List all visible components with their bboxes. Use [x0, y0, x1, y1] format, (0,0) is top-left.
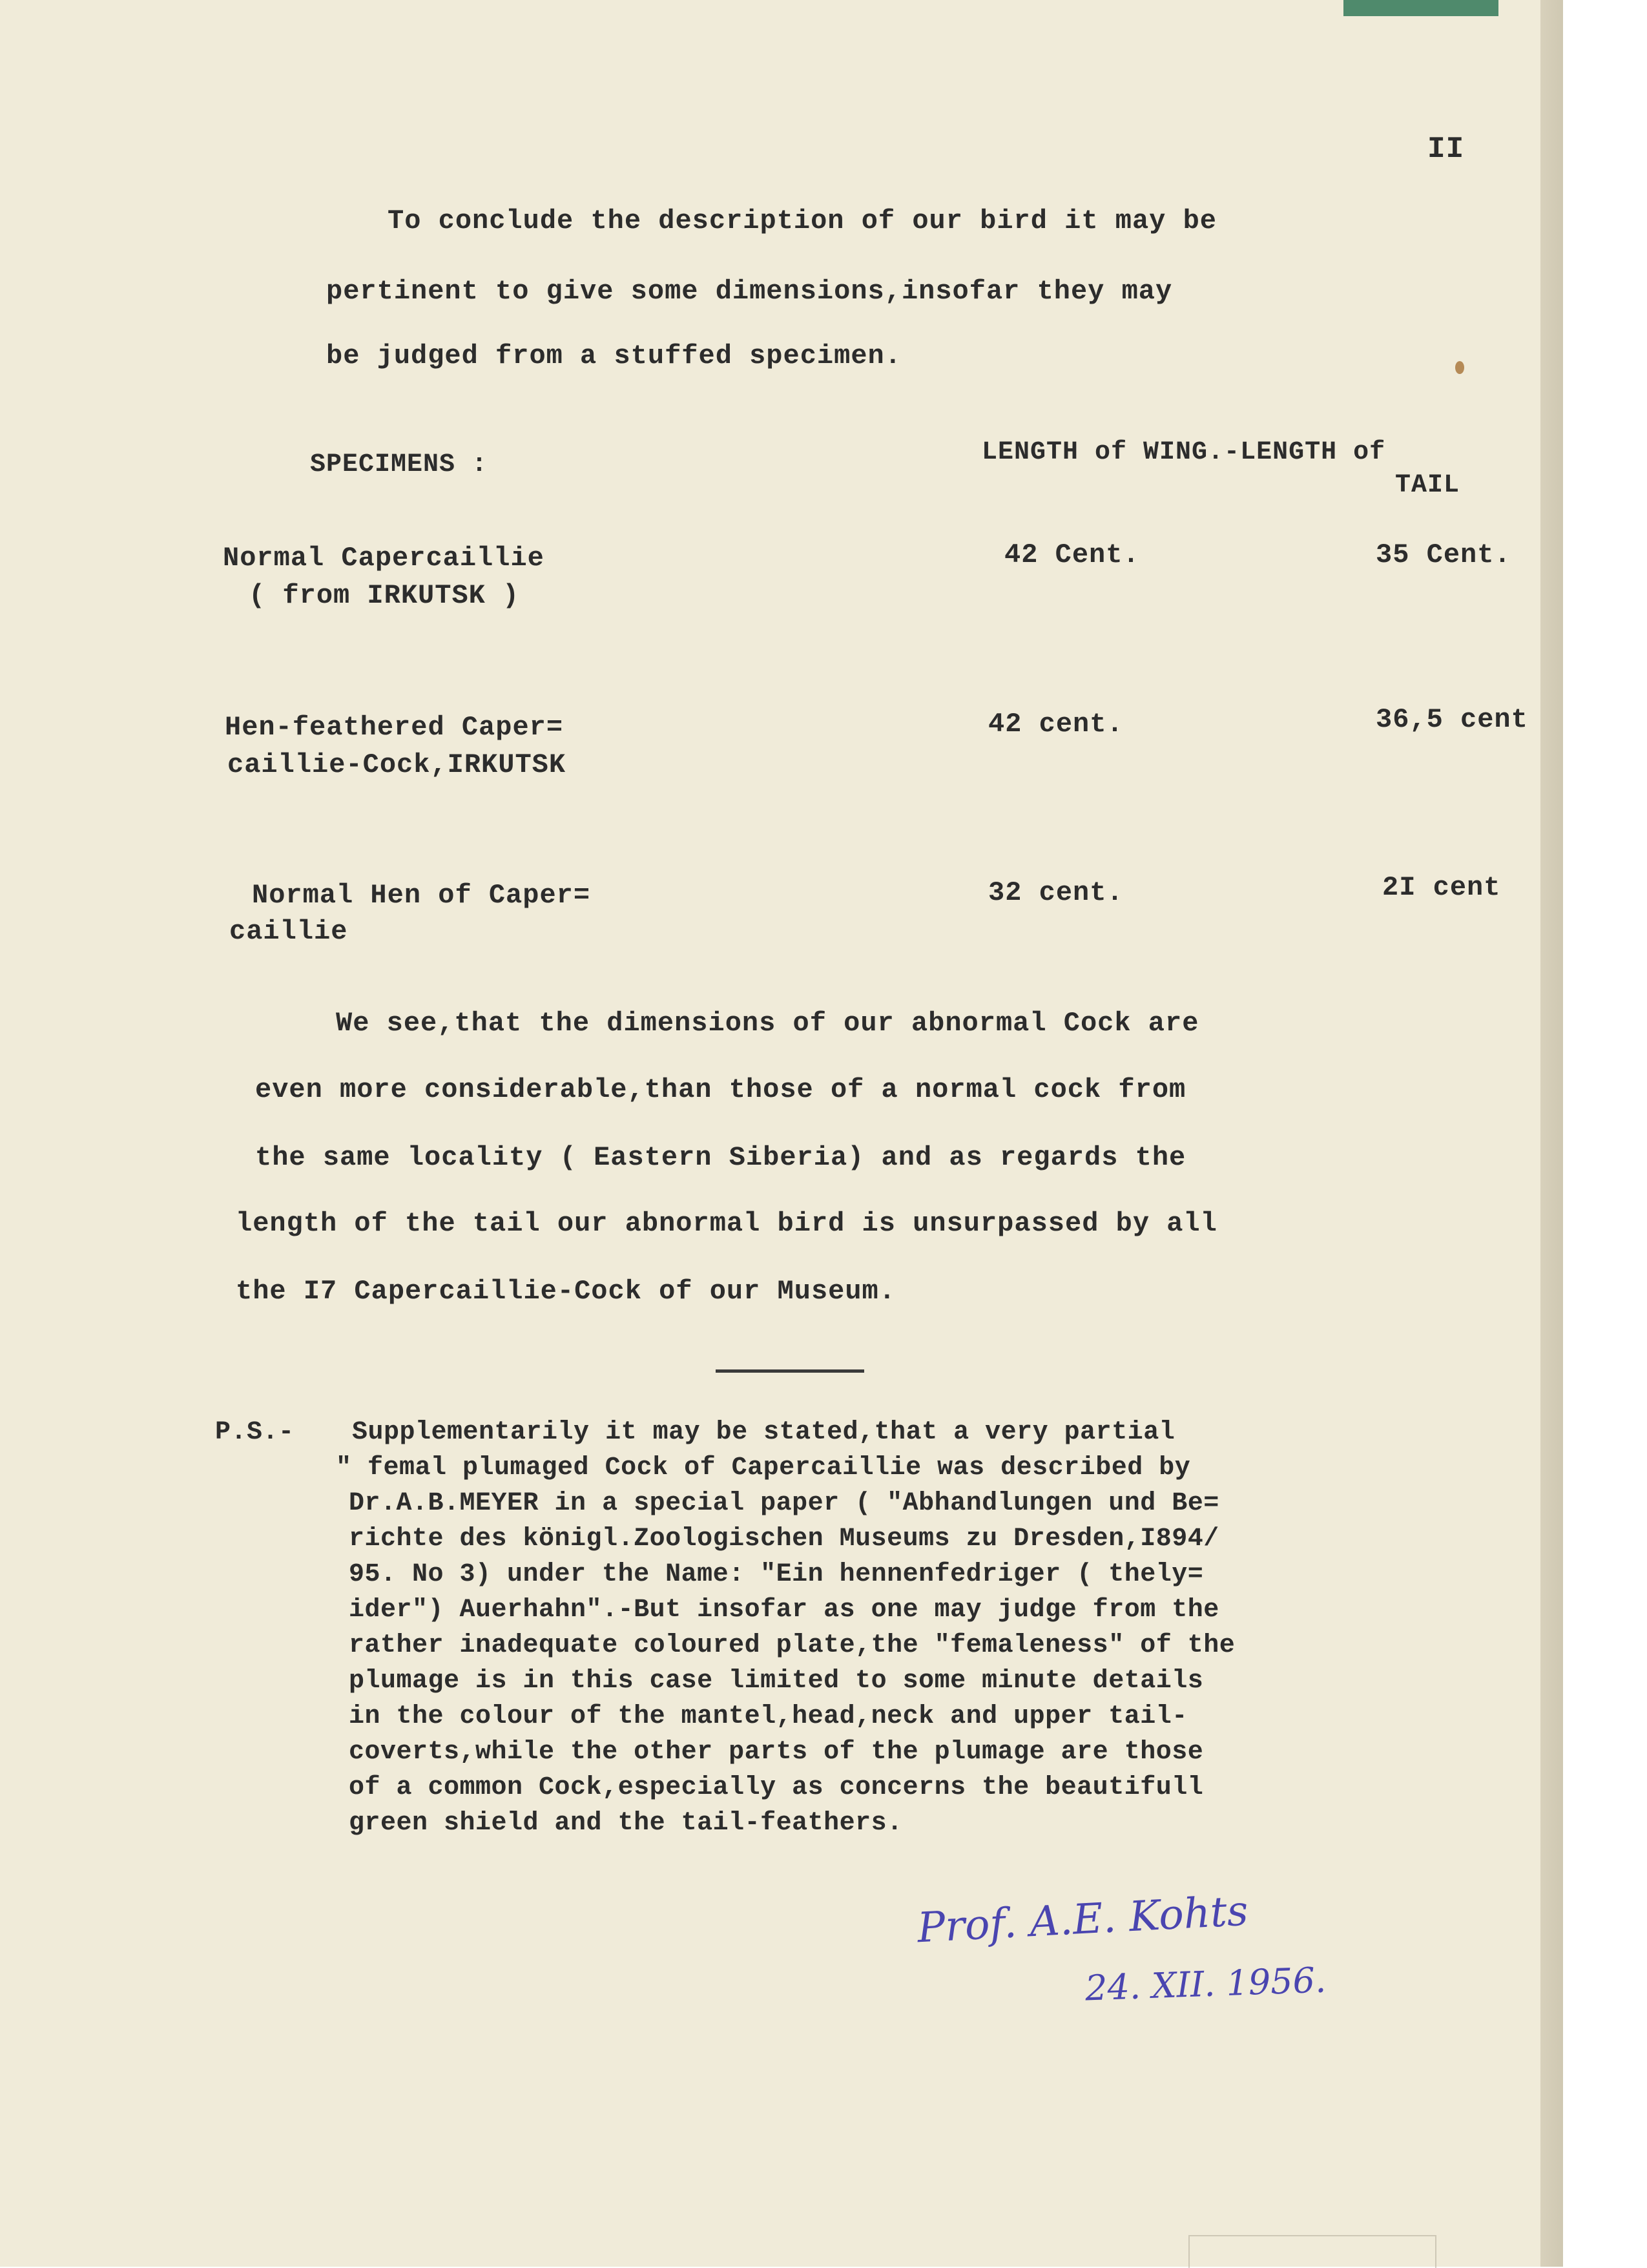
row-name-line-2: caillie — [229, 916, 348, 947]
table-header-tail: TAIL — [1395, 471, 1460, 500]
intro-line-3: be judged from a stuffed specimen. — [326, 340, 902, 371]
table-header-lengths: LENGTH of WING.-LENGTH of — [982, 438, 1386, 467]
conclusion-line-5: the I7 Capercaillie-Cock of our Museum. — [236, 1276, 896, 1307]
row-wing-value: 42 Cent. — [1004, 539, 1140, 570]
postscript-line: coverts,while the other parts of the plumage are those — [349, 1738, 1204, 1767]
ink-spot — [1455, 361, 1464, 374]
conclusion-line-1: We see,that the dimensions of our abnormal Cock are — [336, 1008, 1199, 1039]
postscript-line: green shield and the tail-feathers. — [349, 1809, 903, 1838]
postscript-label: P.S.- — [215, 1418, 295, 1447]
postscript-line: " femal plumaged Cock of Capercaillie was described by — [336, 1453, 1191, 1483]
archive-stamp — [1188, 2235, 1436, 2268]
row-wing-value: 42 cent. — [988, 709, 1124, 740]
conclusion-line-4: length of the tail our abnormal bird is unsurpassed by all — [236, 1208, 1217, 1239]
postscript-line: richte des königl.Zoologischen Museums zu Dresden,I894/ — [349, 1524, 1219, 1554]
postscript-line: Dr.A.B.MEYER in a special paper ( "Abhandlungen und Be= — [349, 1489, 1219, 1518]
postscript-line: 95. No 3) under the Name: "Ein hennenfedriger ( thely= — [349, 1560, 1204, 1589]
row-tail-value: 36,5 cent — [1376, 704, 1528, 735]
conclusion-line-3: the same locality ( Eastern Siberia) and as regards the — [255, 1142, 1186, 1173]
signature-name: Prof. A.E. Kohts — [916, 1887, 1250, 1953]
row-tail-value: 2I cent — [1382, 872, 1501, 903]
postscript-line: in the colour of the mantel,head,neck and upper tail- — [349, 1702, 1188, 1731]
row-name-line-2: caillie-Cock,IRKUTSK — [227, 749, 566, 780]
intro-line-1: To conclude the description of our bird it may be — [388, 205, 1217, 236]
row-name-line-2: ( from IRKUTSK ) — [249, 580, 520, 611]
row-name-line-1: Normal Hen of Caper= — [252, 880, 591, 911]
section-divider — [716, 1369, 864, 1373]
postscript-line: ider") Auerhahn".-But insofar as one may judge from the — [349, 1596, 1219, 1625]
row-wing-value: 32 cent. — [988, 877, 1124, 908]
corner-mark — [1343, 0, 1498, 16]
postscript-line: rather inadequate coloured plate,the "femaleness" of the — [349, 1631, 1236, 1660]
row-name-line-1: Normal Capercaillie — [223, 543, 544, 574]
row-name-line-1: Hen-feathered Caper= — [225, 712, 564, 743]
page-number: II — [1427, 132, 1465, 166]
conclusion-line-2: even more considerable,than those of a normal cock from — [255, 1074, 1186, 1105]
postscript-line: of a common Cock,especially as concerns the beautifull — [349, 1773, 1204, 1802]
signature-date: 24. XII. 1956. — [1084, 1959, 1327, 2009]
table-header-specimens: SPECIMENS : — [310, 450, 488, 479]
sheet-edge — [1537, 0, 1563, 2267]
row-tail-value: 35 Cent. — [1376, 539, 1511, 570]
postscript-line: Supplementarily it may be stated,that a very partial — [352, 1418, 1176, 1447]
postscript-line: plumage is in this case limited to some minute details — [349, 1667, 1204, 1696]
intro-line-2: pertinent to give some dimensions,insofar they may — [326, 276, 1173, 307]
